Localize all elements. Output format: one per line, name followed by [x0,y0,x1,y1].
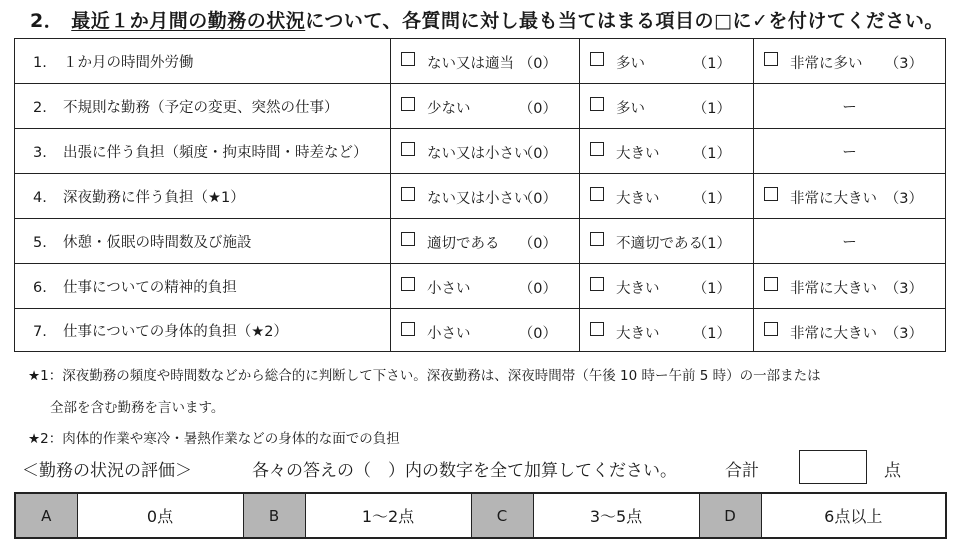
answer-option [580,129,754,174]
option-label: 非常に大きい [790,326,877,342]
option-label: 大きい [616,191,660,207]
question-row [15,174,946,219]
grade-letter: B [243,493,305,538]
option-label: 多い [616,56,645,72]
option-score: （3） [884,326,923,342]
total-label: 合計 [725,461,759,481]
question-number: 6. [33,279,47,296]
checkbox[interactable] [401,322,415,336]
option-label: 小さい [427,281,471,297]
answer-option [391,309,580,352]
grade-letter: C [471,493,533,538]
answer-option [391,174,580,219]
option-label: 大きい [616,326,660,342]
grade-letter: A [15,493,77,538]
question-cell [15,129,391,174]
option-label: ない又は適当 [427,56,514,72]
checkbox[interactable] [401,52,415,66]
answer-option [391,219,580,264]
option-score: （0） [518,56,557,72]
checkbox[interactable] [590,187,604,201]
checkbox[interactable] [590,142,604,156]
option-score: （1） [692,101,731,117]
question-row [15,39,946,84]
question-row [15,309,946,352]
option-score: （0） [518,236,557,252]
checkbox[interactable] [764,187,778,201]
note-star1-line1: ★1：深夜勤務の頻度や時間数などから総合的に判断して下さい。深夜勤務は、深夜時間帯（午後 10 時ー午前 5 時）の一部または [28,368,821,384]
option-label: 非常に多い [790,56,863,72]
evaluation-heading: ＜勤務の状況の評価＞ [22,461,192,481]
option-score: （1） [692,191,731,207]
section-title-rest: について、各質問に対し最も当てはまる項目の□に✓を付けてください。 [305,10,944,32]
checkbox[interactable] [590,97,604,111]
question-cell [15,174,391,219]
option-score: （3） [884,281,923,297]
answer-option [580,219,754,264]
answer-option [754,39,946,84]
question-text: 休憩・仮眠の時間数及び施設 [63,234,252,251]
evaluation-heading-row [22,456,677,481]
checkbox[interactable] [590,232,604,246]
section-title-underlined: 最近１か月間の勤務の状況 [71,10,306,32]
checkbox[interactable] [764,277,778,291]
grade-range: 6点以上 [761,493,946,538]
question-text: 不規則な勤務（予定の変更、突然の仕事） [63,99,339,116]
question-number: 4. [33,189,47,206]
checkbox[interactable] [764,52,778,66]
option-score: （0） [518,101,557,117]
question-cell [15,39,391,84]
note-star2: ★2：肉体的作業や寒冷・暑熱作業などの身体的な面での負担 [28,431,400,447]
checkbox[interactable] [401,187,415,201]
section-title [30,6,944,33]
not-applicable-cell: ー [754,129,946,174]
answer-option [391,84,580,129]
option-score: （1） [692,326,731,342]
question-text: １か月の時間外労働 [63,54,194,71]
grade-range: 3～5点 [533,493,699,538]
checkbox[interactable] [590,322,604,336]
question-text: 出張に伴う負担（頻度・拘束時間・時差など） [63,144,368,161]
checkbox[interactable] [401,97,415,111]
question-number: 1. [33,54,47,71]
checkbox[interactable] [590,52,604,66]
answer-option [580,84,754,129]
option-label: ない又は小さい [427,191,529,207]
answer-option [391,39,580,84]
not-applicable-cell: ー [754,84,946,129]
grade-range: 1～2点 [305,493,471,538]
answer-option [754,264,946,309]
not-applicable-cell: ー [754,219,946,264]
question-cell [15,309,391,352]
question-row [15,264,946,309]
option-score: （0） [518,326,557,342]
answer-option [580,174,754,219]
note-star1-line2: 全部を含む勤務を言います。 [50,400,225,416]
question-text: 仕事についての身体的負担（★2） [63,323,288,340]
question-number: 2. [33,99,47,116]
checkbox[interactable] [590,277,604,291]
option-label: 大きい [616,146,660,162]
checkbox[interactable] [401,232,415,246]
option-label: 多い [616,101,645,117]
question-row [15,129,946,174]
question-cell [15,264,391,309]
option-label: 小さい [427,326,471,342]
grade-letter: D [699,493,761,538]
answer-option [580,264,754,309]
option-score: （3） [884,56,923,72]
answer-option [580,39,754,84]
option-score: （0） [518,281,557,297]
option-score: （0） [518,191,557,207]
option-score: （1） [692,281,731,297]
answer-option [391,264,580,309]
option-score: （0） [518,146,557,162]
question-cell [15,84,391,129]
option-score: （1） [692,56,731,72]
answer-option [391,129,580,174]
question-text: 仕事についての精神的負担 [63,279,237,296]
question-number: 5. [33,234,47,251]
checkbox[interactable] [401,277,415,291]
total-unit: 点 [884,461,901,481]
checkbox[interactable] [764,322,778,336]
checkbox[interactable] [401,142,415,156]
evaluation-instruction: 各々の答えの（ ）内の数字を全て加算してください。 [252,461,677,481]
total-score-input[interactable] [799,450,867,484]
question-text: 深夜勤務に伴う負担（★1） [63,189,245,206]
option-score: （1） [692,236,731,252]
question-row [15,219,946,264]
option-label: 非常に大きい [790,281,877,297]
question-number: 7. [33,323,47,340]
answer-option [580,309,754,352]
option-label: 不適切である [616,236,703,252]
option-score: （3） [884,191,923,207]
section-number: 2． [30,10,64,32]
option-label: ない又は小さい [427,146,529,162]
question-row [15,84,946,129]
question-number: 3. [33,144,47,161]
option-label: 非常に大きい [790,191,877,207]
grade-table [14,492,947,539]
question-cell [15,219,391,264]
answer-option [754,309,946,352]
questionnaire-table [14,38,946,352]
option-score: （1） [692,146,731,162]
option-label: 大きい [616,281,660,297]
answer-option [754,174,946,219]
option-label: 少ない [427,101,471,117]
option-label: 適切である [427,236,500,252]
grade-range: 0点 [77,493,243,538]
